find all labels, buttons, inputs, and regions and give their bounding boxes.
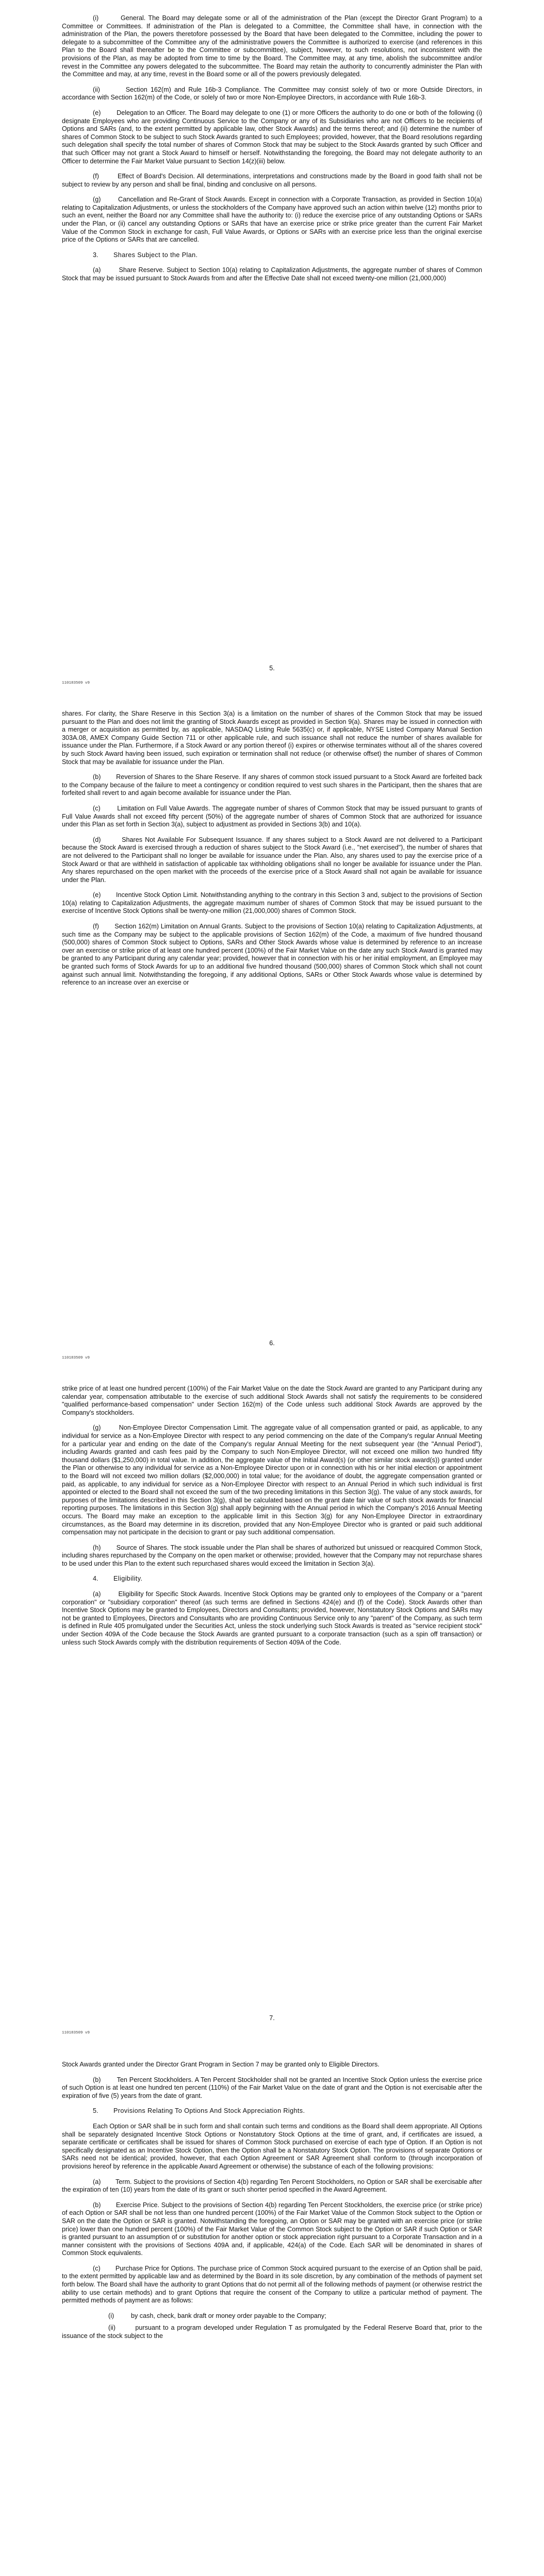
paragraph: (e) Delegation to an Officer. The Board may delegate to one (1) or more Officers the authority to do one or both of the following (i) designate Employees who are providing Continuous Service to the Company or any of its Subsidiaries who are not Officers to be recipients of Options and SARs (and, to the extent permitted by applicable law, other Stock Awards) and the terms thereof; and (ii) determine the number of shares of Common Stock to be subject to such Stock Awards granted to such Employees; provided, however, that the Board resolutions regarding such delegation shall specify the total number of shares of Common Stock that may be subject to the Stock Awards granted by such Officer and that such Officer may not grant a Stock Award to himself or herself. Notwithstanding the foregoing, the Board may not delegate authority to an Officer to determine the Fair Market Value pursuant to Section 14(z)(iii) below.	[62, 109, 482, 165]
paragraph: (b) Reversion of Shares to the Share Reserve. If any shares of common stock issued pursuant to a Stock Award are forfeited back to the Company because of the failure to meet a contingency or condition required to vest such shares in the Participant, then the shares that are forfeited shall revert to and again become available for issuance under the Plan.	[62, 773, 482, 797]
paragraph: (e) Incentive Stock Option Limit. Notwithstanding anything to the contrary in this Section 3 and, subject to the provisions of Section 10(a) relating to Capitalization Adjustments, the aggregate maximum number of shares of Common Stock that may be issued pursuant to the exercise of Incentive Stock Options shall be twenty-one million (21,000,000) shares of Common Stock.	[62, 891, 483, 915]
paragraph: (c) Limitation on Full Value Awards. The aggregate number of shares of Common Stock that may be issued pursuant to grants of Full Value Awards shall not exceed fifty percent (50%) of the aggregate number of shares of Common Stock that are authorized for issuance under this Plan as set forth in Section 3(a), subject to adjustment as provided in Sections 3(b) and 10(a).	[62, 804, 482, 828]
paragraph: Stock Awards granted under the Director Grant Program in Section 7 may be granted only to Eligible Directors.	[62, 2061, 380, 2068]
paragraph: Each Option or SAR shall be in such form and shall contain such terms and conditions as the Board shall deem appropriate. All Options shall be separately designated Incentive Stock Options or Nonstatutory Stock Options at the time of grant, and, if certificates are issued, a separate certificate or certificates shall be issued for shares of Common Stock purchased on exercise of each type of Option. If an Option is not specifically designated as an Incentive Stock Option, then the Option shall be a Nonstatutory Stock Option. The provisions of separate Options or SARs need not be identical; provided, however, that each Option Agreement or SAR Agreement shall conform to (through incorporation of provisions hereof by reference in the applicable Award Agreement or otherwise) the substance of each of the following provisions:	[62, 2122, 482, 2170]
paragraph: (b) Ten Percent Stockholders. A Ten Percent Stockholder shall not be granted an Incentive Stock Option unless the exercise price of such Option is at least one hundred ten percent (110%) of the Fair Market Value on the date of grant and the Option is not exercisable after the expiration of five (5) years from the date of grant.	[62, 2076, 482, 2099]
paragraph: (a) Term. Subject to the provisions of Section 4(b) regarding Ten Percent Stockholders, no Option or SAR shall be exercisable after the expiration of ten (10) years from the date of its grant or such shorter period specified in the Award Agreement.	[62, 2178, 482, 2194]
paragraph: (i) General. The Board may delegate some or all of the administration of the Plan (except the Director Grant Program) to a Committee or Committees. If administration of the Plan is delegated to a Committee, the Committee shall have, in connection with the administration of the Plan, the powers theretofore possessed by the Board that have been delegated to the Committee, including the power to delegate to a subcommittee of the Committee any of the administrative powers the Committee is authorized to exercise (and references in this Plan to the Board shall thereafter be to the Committee or subcommittee), subject, however, to such resolutions, not inconsistent with the provisions of the Plan, as may be adopted from time to time by the Board. The Committee may, at any time, abolish the subcommittee and/or revest in the Committee any powers delegated to the subcommittee. The Board may retain the authority to concurrently administer the Plan with the Committee and may, at any time, revest in the Board some or all of the powers previously delegated.	[62, 14, 482, 78]
section-heading: 3. Shares Subject to the Plan.	[93, 251, 198, 259]
page-number: 6.	[269, 1340, 275, 1347]
document-id: 110183509 v9	[62, 2031, 90, 2035]
paragraph: (h) Source of Shares. The stock issuable under the Plan shall be shares of authorized but unissued or reacquired Common Stock, including shares repurchased by the Company on the open market or otherwise; provided, however that the Company may not repurchase shares to be used under this Plan to the extent such repurchased shares would exceed the limitation in Section 3(a).	[62, 1544, 483, 1567]
page-2	[0, 710, 544, 994]
page-4	[0, 2061, 544, 2348]
paragraph: (g) Cancellation and Re-Grant of Stock Awards. Except in connection with a Corporate Transaction, as provided in Section 10(a) relating to Capitalization Adjustments, or unless the stockholders of the Company have approved such an action within twelve (12) months prior to such an event, neither the Board nor any Committee shall have the authority to: (i) reduce the exercise price of any outstanding Options or SARs under the Plan, or (ii) cancel any outstanding Options or SARs that have an exercise price or strike price greater than the current Fair Market Value of the Common Stock in exchange for cash, Full Value Awards, or Options or SARs with an exercise price less than the original exercise price of the Options or SARs that are cancelled.	[62, 196, 482, 244]
document-id: 110183509 v9	[62, 1356, 90, 1360]
section-heading: 5. Provisions Relating To Options And Stock Appreciation Rights.	[93, 2107, 305, 2115]
list-item: (i) by cash, check, bank draft or money order payable to the Company;	[108, 2312, 326, 2319]
paragraph: (f) Section 162(m) Limitation on Annual Grants. Subject to the provisions of Section 10(a) relating to Capitalization Adjustments, at such time as the Company may be subject to the applicable provisions of Section 162(m) of the Code, a maximum of five hundred thousand (500,000) shares of Common Stock subject to Options, SARs and Other Stock Awards whose value is determined by reference to an increase over an exercise or strike price of at least one hundred percent (100%) of the Fair Market Value on the date any such Stock Award is granted may be granted to any Participant during any calendar year; provided, however that in connection with his or her initial employment, an Employee may be granted such forms of Stock Awards for up to an additional five hundred thousand (500,000) shares of Common Stock which shall not count against such annual limit. Notwithstanding the foregoing, if any additional Options, SARs or Other Stock Awards whose value is determined by reference to an increase over an exercise or	[62, 923, 482, 987]
list-item: (ii) pursuant to a program developed under Regulation T as promulgated by the Federal Reserve Board that, prior to the issuance of the stock subject to the	[62, 2324, 482, 2340]
paragraph: (d) Shares Not Available For Subsequent Issuance. If any shares subject to a Stock Award are not delivered to a Participant because the Stock Award is exercised through a reduction of shares subject to the Stock Award (i.e., "net exercised"), the number of shares that are not delivered to the Participant shall no longer be available for issuance under the Plan. Also, any shares used to pay the exercise price of a Stock Award or that are withheld in satisfaction of applicable tax withholding obligations shall no longer be available for issuance under the Plan. Any shares repurchased on the open market with the proceeds of the exercise price of a Stock Award shall not again be available for issuance under the Plan.	[62, 836, 482, 884]
page-number: 5.	[269, 665, 275, 672]
paragraph: (b) Exercise Price. Subject to the provisions of Section 4(b) regarding Ten Percent Stockholders, the exercise price (or strike price) of each Option or SAR shall be not less than one hundred percent (100%) of the Fair Market Value of the Common Stock subject to the Option or SAR on the date the Option or SAR is granted. Notwithstanding the foregoing, an Option or SAR may be granted with an exercise price (or strike price) lower than one hundred percent (100%) of the Fair Market Value of the Common Stock subject to the Option or SAR if such Option or SAR is granted pursuant to an assumption of or substitution for another option or stock appreciation right pursuant to a Corporate Transaction and in a manner consistent with the provisions of Sections 409A and, if applicable, 424(a) of the Code. Each SAR will be denominated in shares of Common Stock equivalents.	[62, 2201, 482, 2257]
paragraph: (a) Share Reserve. Subject to Section 10(a) relating to Capitalization Adjustments, the aggregate number of shares of Common Stock that may be issued pursuant to Stock Awards from and after the Effective Date shall not exceed twenty-one million (21,000,000)	[62, 266, 483, 282]
paragraph: (a) Eligibility for Specific Stock Awards. Incentive Stock Options may be granted only to employees of the Company or a "parent corporation" or "subsidiary corporation" thereof (as such terms are defined in Sections 424(e) and (f) of the Code). Stock Awards other than Incentive Stock Options may be granted to Employees, Directors and Consultants; provided, however, Nonstatutory Stock Options and SARs may not be granted to Employees, Directors and Consultants who are providing Continuous Service only to any "parent" of the Company, as such term is defined in Rule 405 promulgated under the Securities Act, unless the stock underlying such Stock Awards is treated as "service recipient stock" under Section 409A of the Code because the Stock Awards are granted pursuant to a corporate transaction (such as a spin off transaction) or unless such Stock Awards comply with the distribution requirements of Section 409A of the Code.	[62, 1590, 482, 1646]
paragraph: strike price of at least one hundred percent (100%) of the Fair Market Value on the date the Stock Award are granted to any Participant during any calendar year, compensation attributable to the exercise of such additional Stock Awards shall not satisfy the requirements to be considered "qualified performance-based compensation" under Section 162(m) of the Code unless such additional Stock Awards are approved by the Company's stockholders.	[62, 1385, 482, 1416]
page-number: 7.	[269, 2014, 275, 2022]
paragraph: (f) Effect of Board's Decision. All determinations, interpretations and constructions made by the Board in good faith shall not be subject to review by any person and shall be final, binding and conclusive on all persons.	[62, 173, 482, 188]
page-3	[0, 1385, 544, 1654]
document-id: 110183509 v9	[62, 681, 90, 685]
paragraph: (ii) Section 162(m) and Rule 16b-3 Compliance. The Committee may consist solely of two or more Outside Directors, in accordance with Section 162(m) of the Code, or solely of two or more Non-Employee Directors, in accordance with Rule 16b-3.	[62, 86, 482, 101]
paragraph: (g) Non-Employee Director Compensation Limit. The aggregate value of all compensation granted or paid, as applicable, to any individual for service as a Non-Employee Director with respect to any period commencing on the date of the Company's regular Annual Meeting for a particular year and ending on the date of the Company's regular Annual Meeting for the next subsequent year (the "Annual Period"), including Awards granted and cash fees paid by the Company to such Non-Employee Director, will not exceed one million two hundred fifty thousand dollars ($1,250,000) in total value. In addition, the aggregate value of the Initial Award(s) (or other similar stock award(s)) granted under the Plan or otherwise to any individual for service as a Non-Employee Director upon or in connection with his or her initial election or appointment to the Board will not exceed two million dollars ($2,000,000) in total value; for the avoidance of doubt, the aggregate compensation granted or paid, as applicable, to any individual for service as a Non-Employee Director with respect to an Annual Period in which such individual is first appointed or elected to the Board shall not exceed the sum of the two preceding limitations in this Section 3(g). The value of any stock awards, for purposes of the limitations described in this Section 3(g), shall be calculated based on the grant date fair value of such stock awards for financial reporting purposes. The limitations in this Section 3(g) shall apply beginning with the Annual period in which the Company's 2016 Annual Meeting occurs. The Board may make an exception to the applicable limit in this Section 3(g) for any Non-Employee Director in extraordinary circumstances, as the Board may determine in its discretion, provided that any Non-Employee Director who is granted or paid such additional compensation may not participate in the decision to grant or pay such additional compensation.	[62, 1424, 482, 1536]
section-heading: 4. Eligibility.	[93, 1575, 143, 1583]
paragraph: shares. For clarity, the Share Reserve in this Section 3(a) is a limitation on the number of shares of the Common Stock that may be issued pursuant to the Plan and does not limit the granting of Stock Awards except as provided in Section 9(a). Shares may be issued in connection with a merger or acquisition as permitted by, as applicable, NASDAQ Listing Rule 5635(c) or, if applicable, NYSE Listed Company Manual Section 303A.08, AMEX Company Guide Section 711 or other applicable rule, and such issuance shall not reduce the number of shares available for issuance under the Plan. Furthermore, if a Stock Award or any portion thereof (i) expires or otherwise terminates without all of the shares covered by such Stock Award having been issued, such expiration or termination shall not reduce (or otherwise offset) the number of shares of Common Stock that may be available for issuance under the Plan.	[62, 710, 482, 766]
paragraph: (c) Purchase Price for Options. The purchase price of Common Stock acquired pursuant to the exercise of an Option shall be paid, to the extent permitted by applicable law and as determined by the Board in its sole discretion, by any combination of the methods of payment set forth below. The Board shall have the authority to grant Options that do not permit all of the following methods of payment (or otherwise restrict the ability to use certain methods) and to grant Options that require the consent of the Company to utilize a particular method of payment. The permitted methods of payment are as follows:	[62, 2264, 482, 2304]
page-1	[0, 14, 544, 290]
